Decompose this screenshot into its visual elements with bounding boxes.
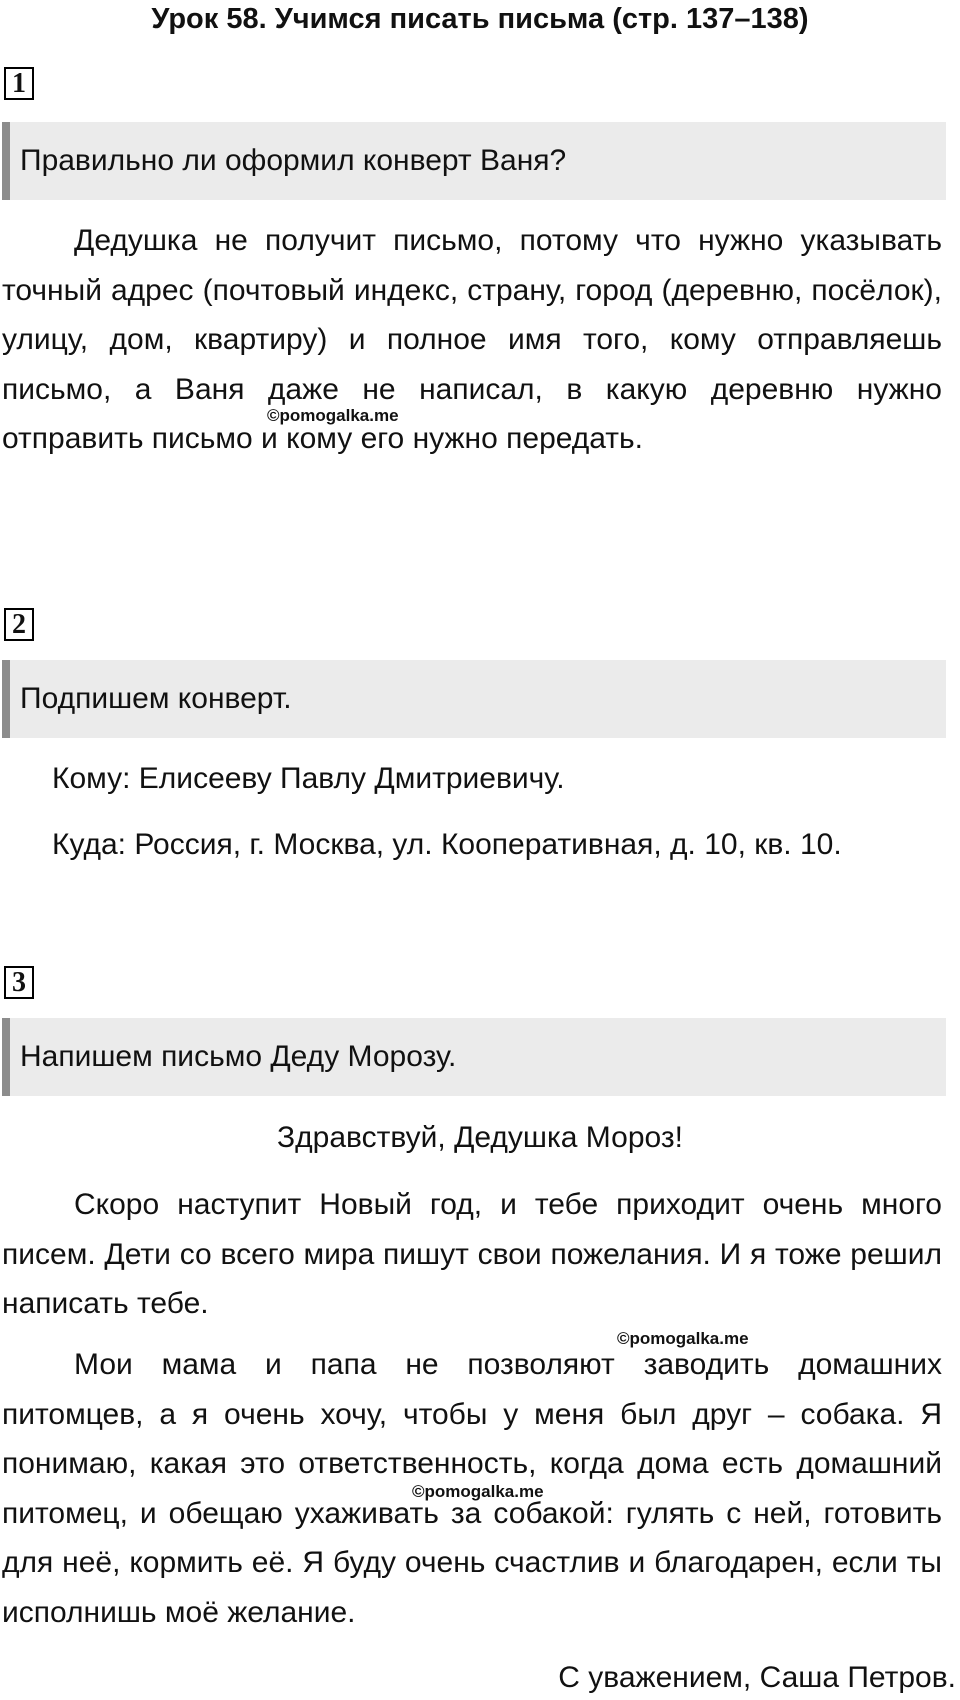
task-question-3: Напишем письмо Деду Морозу. [2, 1018, 946, 1096]
task-answer-1: Дедушка не получит письмо, потому что нужно указывать точный адрес (почтовый индекс, страну, город (деревню, посёлок), улицу, дом, квартиру) и полное имя того, кому отправляешь письмо, а Ваня даже не написал, в какую деревню нужно отправить письмо и кому его нужно передать. [2, 224, 942, 455]
watermark: ©pomogalka.me [267, 406, 399, 425]
watermark: ©pomogalka.me [412, 1482, 544, 1501]
envelope-address: Куда: Россия, г. Москва, ул. Кооперативная, д. 10, кв. 10. [52, 828, 842, 861]
task-number-3: 3 [4, 966, 34, 999]
task-question-2: Подпишем конверт. [2, 660, 946, 738]
letter-paragraph-2: Мои мама и папа не позволяют заводить домашних питомцев, а я очень хочу, чтобы у меня был друг – собака. Я понимаю, какая это ответственность, когда дома есть домашний питомец, и обещаю ухаживать за собакой: гулять с ней, готовить для неё, кормить её. Я буду очень счастлив и благодарен, если ты исполнишь моё желание. [2, 1348, 942, 1629]
task-number-1: 1 [4, 67, 34, 100]
watermark: ©pomogalka.me [617, 1329, 749, 1348]
letter-signature: С уважением, Саша Петров. [558, 1661, 956, 1694]
page-title: Урок 58. Учимся писать письма (стр. 137–138) [151, 3, 809, 35]
task-question-1: Правильно ли оформил конверт Ваня? [2, 122, 946, 200]
letter-greeting: Здравствуй, Дедушка Мороз! [277, 1121, 683, 1154]
envelope-to: Кому: Елисееву Павлу Дмитриевичу. [52, 762, 565, 795]
letter-paragraph-1: Скоро наступит Новый год, и тебе приходит очень много писем. Дети со всего мира пишут свои пожелания. И я тоже решил написать тебе. [2, 1188, 942, 1320]
task-number-2: 2 [4, 608, 34, 641]
